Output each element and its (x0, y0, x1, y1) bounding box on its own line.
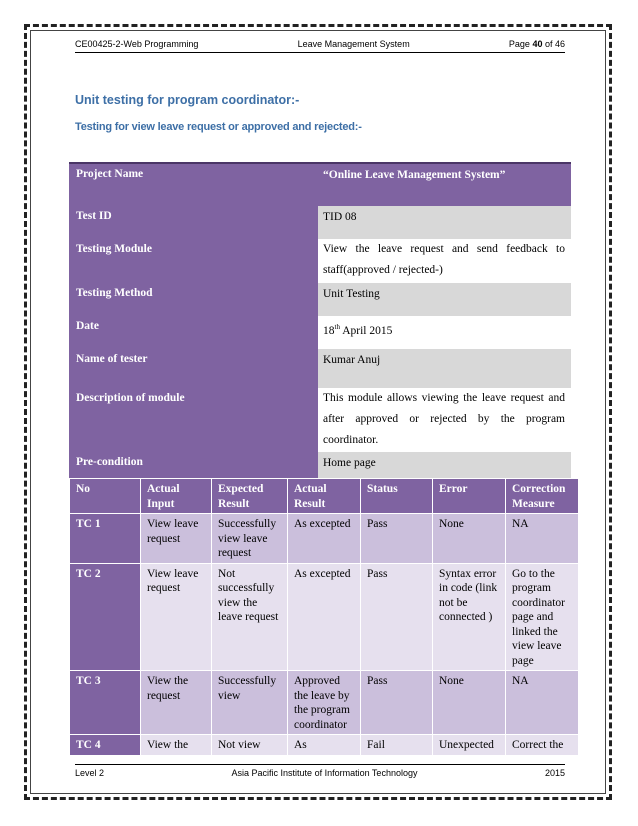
test-case-table (69, 478, 579, 756)
project-value: “Online Leave Management System” (318, 164, 571, 206)
cell: TC 2 (70, 563, 141, 671)
subsection-heading: Testing for view leave request or approved and rejected:- (75, 121, 362, 133)
page-footer (75, 764, 565, 778)
tester-label: Name of tester (76, 353, 148, 365)
cell: Unexpected (433, 735, 506, 756)
col-header-expected: Expected Result (212, 479, 288, 514)
info-row-module (69, 239, 571, 283)
info-row-testid (69, 206, 571, 239)
project-label: Project Name (76, 168, 144, 180)
col-header-actual: Actual Result (288, 479, 361, 514)
section-heading: Unit testing for program coordinator:- (75, 93, 300, 107)
date-label: Date (76, 320, 99, 332)
cell: As (288, 735, 361, 756)
footer-level: Level 2 (75, 768, 105, 778)
table-row (70, 514, 579, 564)
test-info-table (69, 162, 571, 478)
cell: Syntax error in code (link not be connected ) (433, 563, 506, 671)
table-row (70, 735, 579, 756)
cell: TC 1 (70, 514, 141, 564)
header-title: Leave Management System (297, 39, 410, 49)
info-row-date (69, 316, 571, 349)
cell: As excepted (288, 563, 361, 671)
module-label: Testing Module (76, 243, 152, 255)
cell: Fail (361, 735, 433, 756)
table-header-row (70, 479, 579, 514)
cell: View leave request (141, 563, 212, 671)
info-row-precondition (69, 452, 571, 478)
testid-label: Test ID (76, 210, 112, 222)
cell: Not view (212, 735, 288, 756)
info-row-project (69, 164, 571, 206)
page-header (75, 39, 565, 53)
cell: Go to the program coordinator page and linked the view leave page (506, 563, 579, 671)
header-page: Page 40 of 46 (508, 39, 565, 49)
footer-year: 2015 (544, 768, 565, 778)
cell: Pass (361, 563, 433, 671)
description-value: This module allows viewing the leave request and after approved or rejected by the program coordinator. (318, 388, 571, 452)
col-header-status: Status (361, 479, 433, 514)
table-row (70, 671, 579, 735)
col-header-correction: Correction Measure (506, 479, 579, 514)
cell: NA (506, 514, 579, 564)
col-header-error: Error (433, 479, 506, 514)
col-header-input: Actual Input (141, 479, 212, 514)
cell: None (433, 514, 506, 564)
info-row-description (69, 388, 571, 452)
col-header-no: No (70, 479, 141, 514)
cell: TC 4 (70, 735, 141, 756)
cell: None (433, 671, 506, 735)
cell: Successfully view (212, 671, 288, 735)
cell: As excepted (288, 514, 361, 564)
tester-value: Kumar Anuj (318, 349, 571, 388)
info-row-tester (69, 349, 571, 388)
cell: View the request (141, 671, 212, 735)
cell: Pass (361, 514, 433, 564)
cell: Pass (361, 671, 433, 735)
footer-institute: Asia Pacific Institute of Information Technology (231, 768, 418, 778)
cell: Correct the (506, 735, 579, 756)
cell: View leave request (141, 514, 212, 564)
precondition-label: Pre-condition (76, 456, 143, 468)
module-value: View the leave request and send feedback to staff(approved / rejected-) (318, 239, 571, 283)
cell: Successfully view leave request (212, 514, 288, 564)
cell: Not successfully view the leave request (212, 563, 288, 671)
description-label: Description of module (76, 392, 185, 404)
header-course: CE00425-2-Web Programming (75, 39, 199, 49)
testid-value: TID 08 (318, 206, 571, 239)
method-value: Unit Testing (318, 283, 571, 316)
cell: TC 3 (70, 671, 141, 735)
table-row (70, 563, 579, 671)
cell: NA (506, 671, 579, 735)
precondition-value: Home page (318, 452, 571, 478)
date-value: 18th April 2015 (318, 316, 571, 349)
info-row-method (69, 283, 571, 316)
method-label: Testing Method (76, 287, 153, 299)
cell: Approved the leave by the program coordinator (288, 671, 361, 735)
cell: View the (141, 735, 212, 756)
